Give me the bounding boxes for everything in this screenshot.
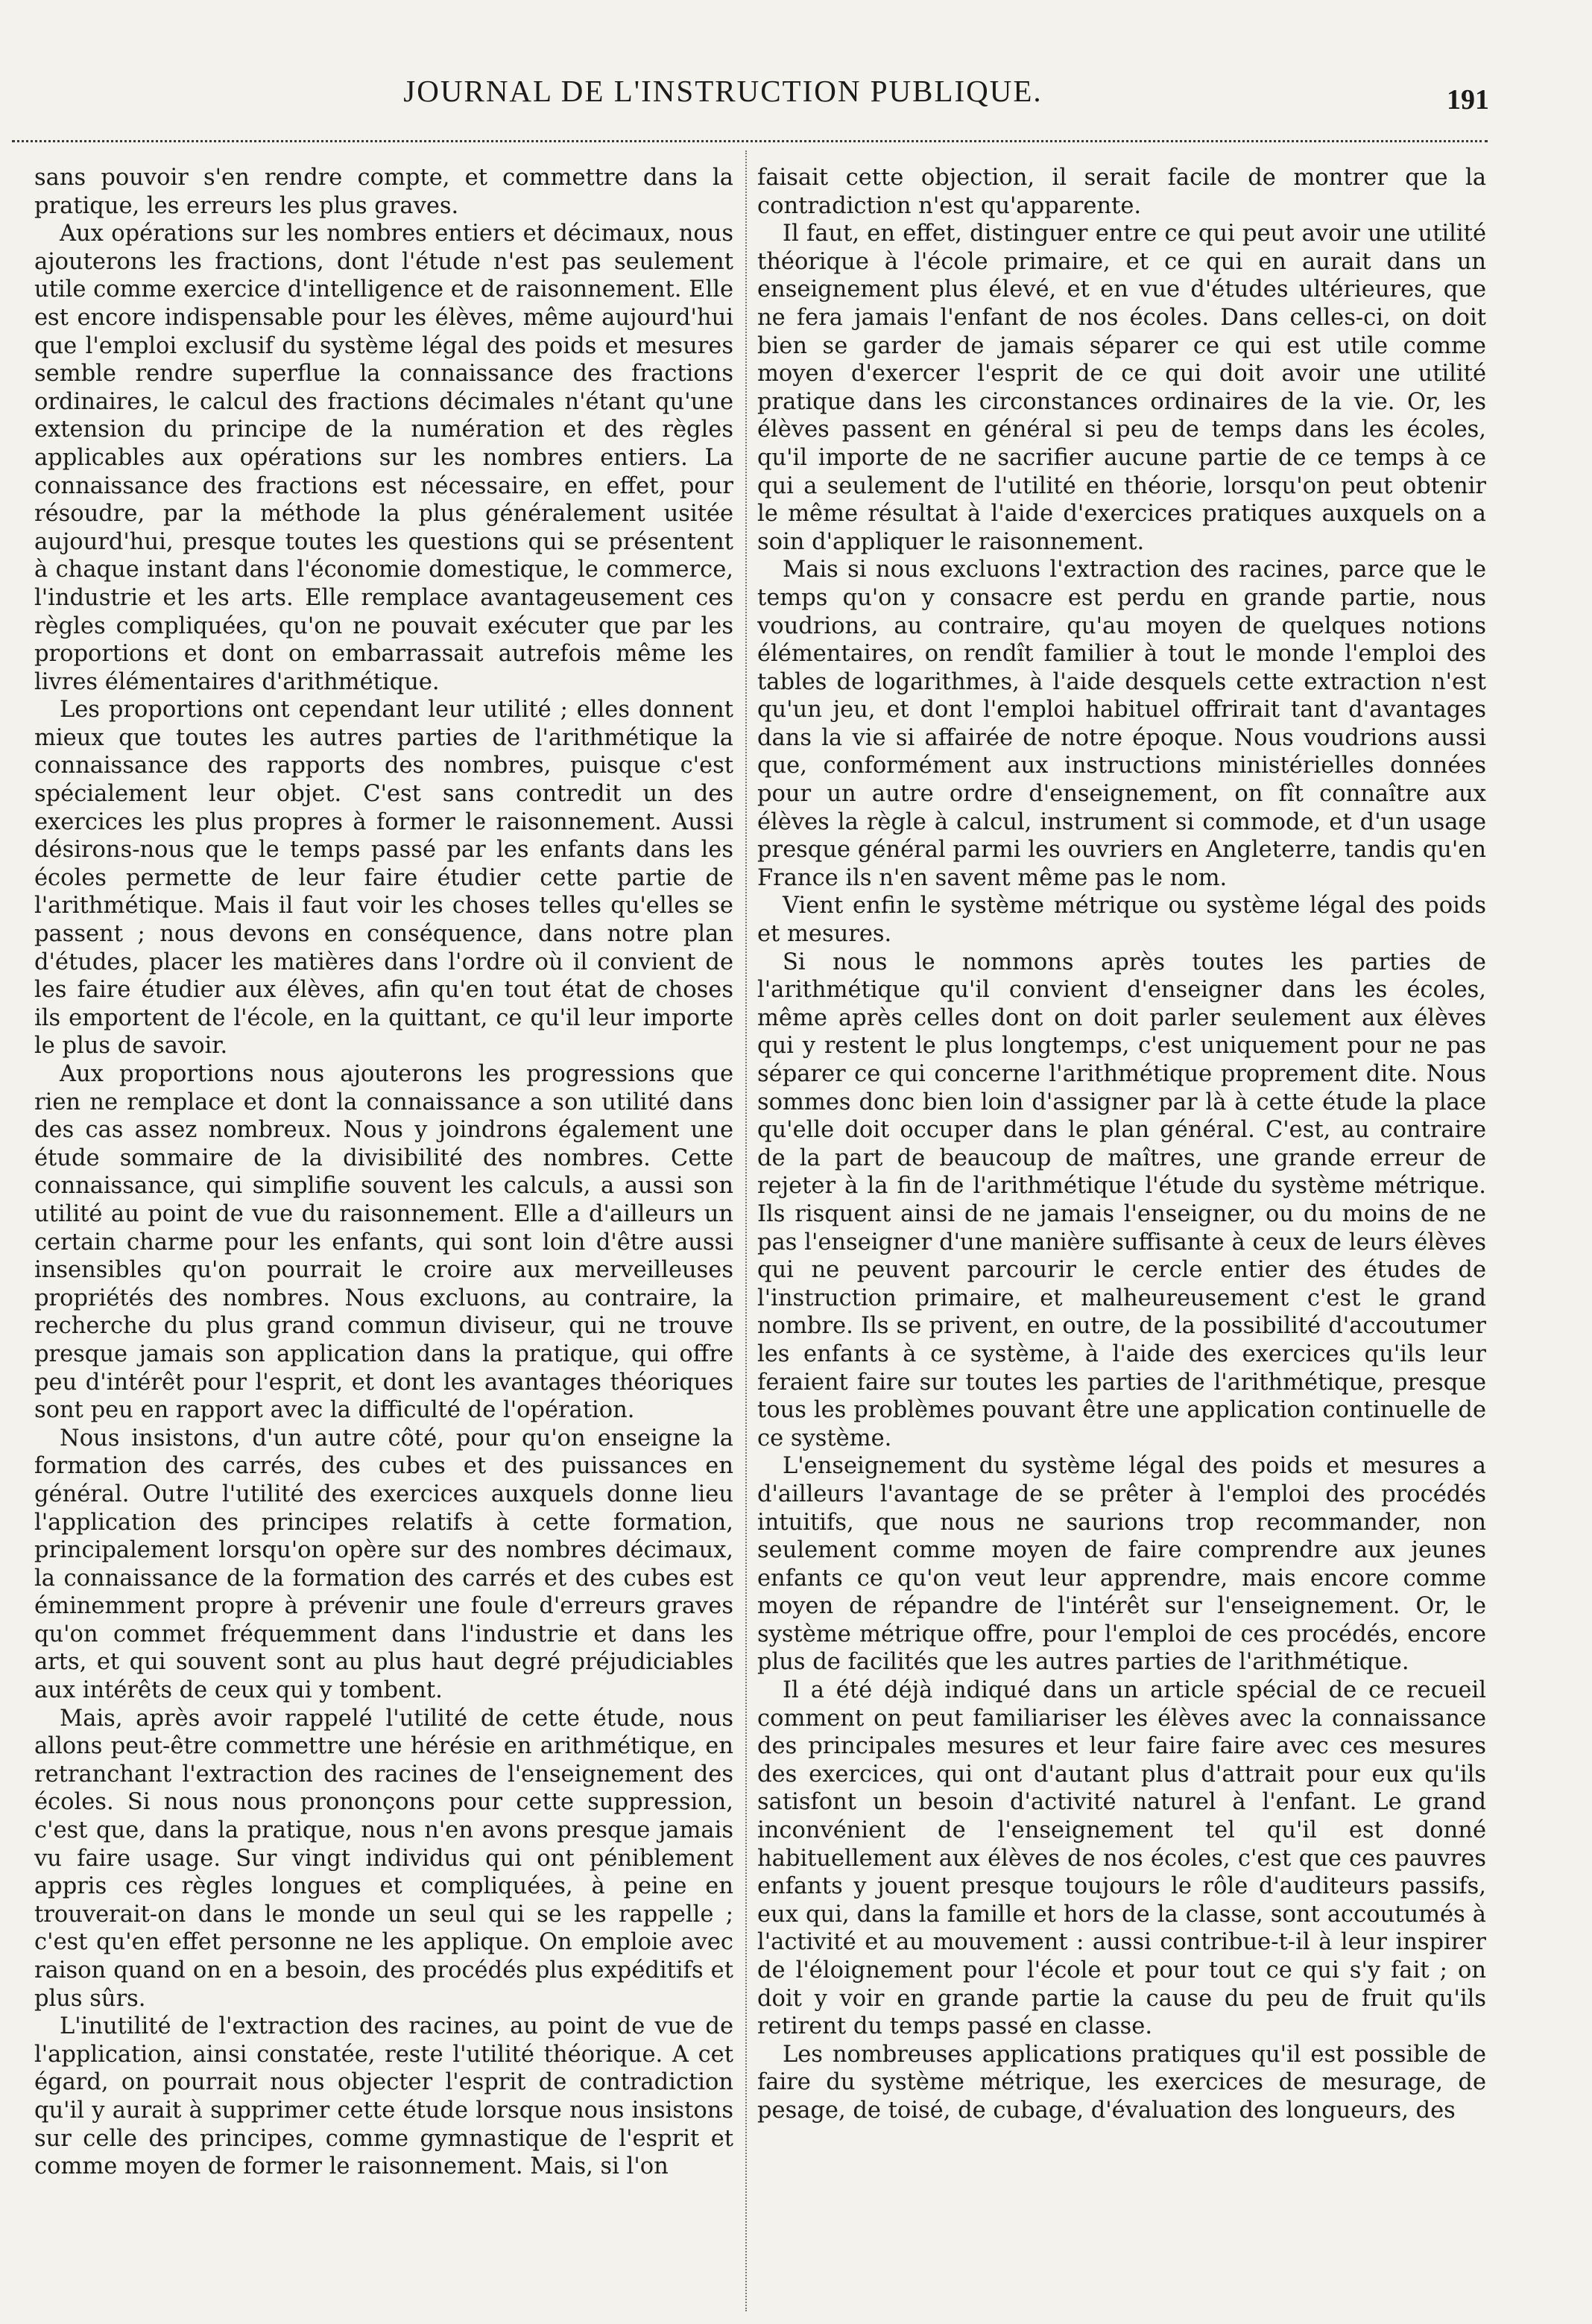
paragraph: Vient enfin le système métrique ou système légal des poids et mesures. bbox=[757, 893, 1486, 948]
paragraph: Aux proportions nous ajouterons les progressions que rien ne remplace et dont la connaissance a son utilité dans des cas assez nombreux. Nous y joindrons également une étude sommaire de la divisibilité des nombres. Cette connaissance, qui simplifie souvent les calculs, a aussi son utilité au point de vue du raisonnement. Elle a d'ailleurs un certain charme pour les enfants, qui sont loin d'être aussi insensibles qu'on pourrait le croire aux merveilleuses propriétés des nombres. Nous excluons, au contraire, la recherche du plus grand commun diviseur, qui ne trouve presque jamais son application dans la pratique, qui offre peu d'intérêt pour l'esprit, et dont les avantages théoriques sont peu en rapport avec la difficulté de l'opération. bbox=[34, 1061, 733, 1424]
running-header: JOURNAL DE L'INSTRUCTION PUBLIQUE. bbox=[403, 74, 1043, 108]
paragraph: Mais, après avoir rappelé l'utilité de cette étude, nous allons peut-être commettre une hérésie en arithmétique, en retranchant l'extraction des racines de l'enseignement des écoles. Si nous nous prononçons pour cette suppression, c'est que, dans la pratique, nous n'en avons presque jamais vu faire usage. Sur vingt individus qui ont péniblement appris ces règles longues et compliquées, à peine en trouverait-on dans le monde un seul qui se les rappelle ; c'est qu'en effet personne ne les applique. On emploie avec raison quand on en a besoin, des procédés plus expéditifs et plus sûrs. bbox=[34, 1705, 733, 2012]
paragraph: Il faut, en effet, distinguer entre ce qui peut avoir une utilité théorique à l'école primaire, et ce qui en aurait dans un enseignement plus élevé, et en vue d'études ultérieures, que ne fera jamais l'enfant de nos écoles. Dans celles-ci, on doit bien se garder de jamais séparer ce qui est utile comme moyen d'exercer l'esprit de ce qui doit avoir une utilité pratique dans les circonstances ordinaires de la vie. Or, les élèves passent en général si peu de temps dans les écoles, qu'il importe de ne sacrifier aucune partie de ce temps à ce qui a seulement de l'utilité en théorie, lorsqu'on peut obtenir le même résultat à l'aide d'exercices pratiques auxquels on a soin d'appliquer le raisonnement. bbox=[757, 221, 1486, 555]
paragraph: Les nombreuses applications pratiques qu'il est possible de faire du système métrique, les exercices de mesurage, de pesage, de toisé, de cubage, d'évaluation des longueurs, des bbox=[757, 2041, 1486, 2124]
header-rule bbox=[12, 140, 1488, 142]
paragraph: Nous insistons, d'un autre côté, pour qu'on enseigne la formation des carrés, des cubes et des puissances en général. Outre l'utilité des exercices auxquels donne lieu l'application des principes relatifs à cette formation, principalement lorsqu'on opère sur des nombres décimaux, la connaissance de la formation des carrés et des cubes est éminemment propre à prévenir une foule d'erreurs graves qu'on commet fréquemment dans l'industrie et dans les arts, et qui souvent sont au plus haut degré préjudiciables aux intérêts de ceux qui y tombent. bbox=[34, 1425, 733, 1704]
paragraph: Les proportions ont cependant leur utilité ; elles donnent mieux que toutes les autres parties de l'arithmétique la connaissance des rapports des nombres, puisque c'est spécialement leur objet. C'est sans contredit un des exercices les plus propres à former le raisonnement. Aussi désirons-nous que le temps passé par les enfants dans les écoles permette de leur faire étudier cette partie de l'arithmétique. Mais il faut voir les choses telles qu'elles se passent ; nous devons en conséquence, dans notre plan d'études, placer les matières dans l'ordre où il convient de les faire étudier aux élèves, afin qu'en tout état de choses ils emportent de l'école, en la quittant, ce qu'il leur importe le plus de savoir. bbox=[34, 697, 733, 1060]
page-number: 191 bbox=[1447, 84, 1489, 115]
right-column bbox=[757, 164, 1486, 2310]
paragraph: Mais si nous excluons l'extraction des racines, parce que le temps qu'on y consacre est perdu en grande partie, nous voudrions, au contraire, qu'au moyen de quelques notions élémentaires, on rendît familier à tout le monde l'emploi des tables de logarithmes, à l'aide desquels cette extraction n'est qu'un jeu, et dont l'emploi habituel offrirait tant d'avantages dans la vie si affairée de notre époque. Nous voudrions aussi que, conformément aux instructions ministérielles données pour un autre ordre d'enseignement, on fît connaître aux élèves la règle à calcul, instrument si commode, et d'un usage presque général parmi les ouvriers en Angleterre, tandis qu'en France ils n'en savent même pas le nom. bbox=[757, 557, 1486, 891]
paragraph: L'enseignement du système légal des poids et mesures a d'ailleurs l'avantage de se prêter à l'emploi des procédés intuitifs, que nous ne saurions trop recommander, non seulement comme moyen de faire comprendre aux jeunes enfants ce qu'on veut leur apprendre, mais encore comme moyen de répandre de l'intérêt sur l'enseignement. Or, le système métrique offre, pour l'emploi de ces procédés, encore plus de facilités que les autres parties de l'arithmétique. bbox=[757, 1453, 1486, 1676]
paragraph: Il a été déjà indiqué dans un article spécial de ce recueil comment on peut familiariser les élèves avec la connaissance des principales mesures et leur faire faire avec ces mesures des exercices, qui ont d'autant plus d'attrait pour eux qu'ils satisfont un besoin d'activité naturel à l'enfant. Le grand inconvénient de l'enseignement tel qu'il est donné habituellement aux élèves de nos écoles, c'est que ces pauvres enfants y jouent presque toujours le rôle d'auditeurs passifs, eux qui, dans la famille et hors de la classe, sont accoutumés à l'activité et au mouvement : aussi contribue-t-il à leur inspirer de l'éloignement pour l'école et pour tout ce qui s'y fait ; on doit y voir en grande partie la cause du peu de fruit qu'ils retirent du temps passé en classe. bbox=[757, 1677, 1486, 2040]
paragraph: sans pouvoir s'en rendre compte, et commettre dans la pratique, les erreurs les plus graves. bbox=[34, 165, 733, 219]
left-column bbox=[34, 164, 733, 2310]
column-divider bbox=[745, 151, 747, 2311]
paragraph: L'inutilité de l'extraction des racines, au point de vue de l'application, ainsi constatée, reste l'utilité théorique. A cet égard, on pourrait nous objecter l'esprit de contradiction qu'il y aurait à supprimer cette étude lorsque nous insistons sur celle des principes, comme gymnastique de l'esprit et comme moyen de former le raisonnement. Mais, si l'on bbox=[34, 2013, 733, 2180]
paragraph: Si nous le nommons après toutes les parties de l'arithmétique qu'il convient d'enseigner dans les écoles, même après celles dont on doit parler seulement aux élèves qui y restent le plus longtemps, c'est uniquement pour ne pas séparer ce qui concerne l'arithmétique proprement dite. Nous sommes donc bien loin d'assigner par là à cette étude la place qu'elle doit occuper dans le plan général. C'est, au contraire de la part de beaucoup de maîtres, une grande erreur de rejeter à la fin de l'arithmétique l'étude du système métrique. Ils risquent ainsi de ne jamais l'enseigner, ou du moins de ne pas l'enseigner d'une manière suffisante à ceux de leurs élèves qui ne peuvent parcourir le cercle entier des études de l'instruction primaire, et malheureusement c'est le grand nombre. Ils se privent, en outre, de la possibilité d'accoutumer les enfants à ce système, à l'aide des exercices qu'ils leur feraient faire sur toutes les parties de l'arithmétique, presque tous les problèmes pouvant être une application continuelle de ce système. bbox=[757, 949, 1486, 1451]
paragraph: faisait cette objection, il serait facile de montrer que la contradiction n'est qu'apparente. bbox=[757, 165, 1486, 219]
paragraph: Aux opérations sur les nombres entiers et décimaux, nous ajouterons les fractions, dont l'étude n'est pas seulement utile comme exercice d'intelligence et de raisonnement. Elle est encore indispensable pour les élèves, même aujourd'hui que l'emploi exclusif du système légal des poids et mesures semble rendre superflue la connaissance des fractions ordinaires, le calcul des fractions décimales n'étant qu'une extension du principe de la numération et des règles applicables aux opérations sur les nombres entiers. La connaissance des fractions est nécessaire, en effet, pour résoudre, par la méthode la plus généralement usitée aujourd'hui, presque toutes les questions qui se présentent à chaque instant dans l'économie domestique, le commerce, l'industrie et les arts. Elle remplace avantageusement ces règles compliquées, qu'on ne pouvait exécuter que par les proportions et dont on embarrassait autrefois même les livres élémentaires d'arithmétique. bbox=[34, 221, 733, 695]
